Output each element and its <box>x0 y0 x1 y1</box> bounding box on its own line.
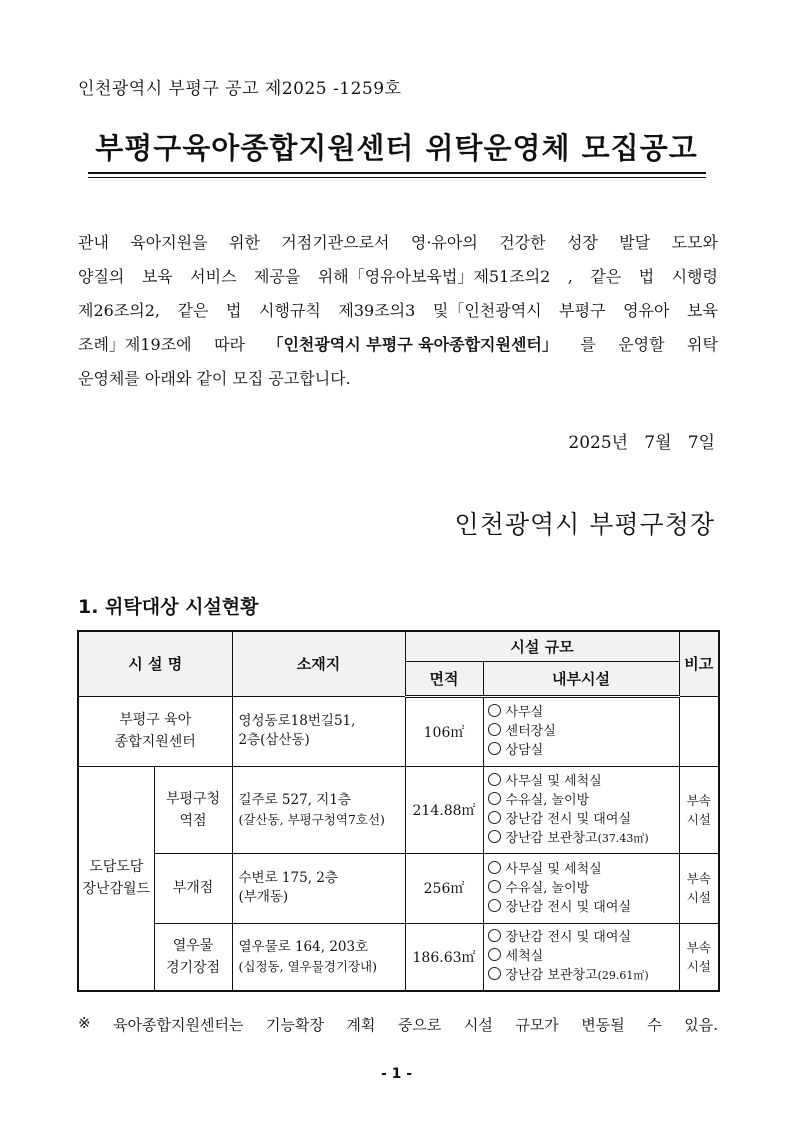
facility-location <box>232 766 405 853</box>
body-word: 법 <box>638 267 655 286</box>
header-note: 비고 <box>679 631 719 696</box>
circle-bullet-icon <box>488 830 501 843</box>
body-word: 영유아 <box>623 301 670 320</box>
body-word: 제공을 <box>253 267 301 286</box>
body-word: 발달 <box>619 233 651 252</box>
body-word: 위탁 <box>687 335 718 354</box>
header-inner-facilities: 내부시설 <box>483 661 679 696</box>
facility-note: 부속 시설 <box>679 923 719 991</box>
body-line-5: 운영체를 아래와 같이 모집 공고합니다. <box>78 369 351 388</box>
title-underline <box>88 172 706 174</box>
footnote-word: 육아종합지원센터는 <box>113 1016 244 1034</box>
circle-bullet-icon <box>488 899 501 912</box>
notice-number: 인천광역시 부평구 공고 제2025 -1259호 <box>78 79 402 99</box>
body-word: 영·유아의 <box>410 233 478 252</box>
list-item: 장난감 보관창고(29.61㎡) <box>488 966 679 985</box>
table-row <box>78 853 719 923</box>
body-line-4 <box>78 328 718 362</box>
branch-name-line: 경기장점 <box>165 959 221 976</box>
group-name-line: 도담도담 <box>89 859 144 876</box>
body-word: 따라 <box>214 335 245 354</box>
list-item: 세척실 <box>488 947 679 966</box>
location-line: 수변로 175, 2층 <box>238 870 338 886</box>
table-row <box>78 766 719 853</box>
body-line-3 <box>78 294 718 328</box>
footnote-word: 있음. <box>684 1016 718 1034</box>
facility-name-line: 부평구 육아 <box>119 712 192 728</box>
section-heading: 1. 위탁대상 시설현황 <box>78 596 259 618</box>
body-word: 관내 <box>78 233 109 252</box>
body-word: 보육 <box>141 267 173 286</box>
list-item: 장난감 전시 및 대여실 <box>488 810 679 829</box>
body-word: 같은 <box>590 267 622 286</box>
body-word: 법 <box>226 301 242 320</box>
body-word: 시행규칙 <box>259 301 321 320</box>
inner-facilities <box>483 696 679 766</box>
header-location: 소재지 <box>232 631 405 696</box>
circle-bullet-icon <box>488 861 501 874</box>
body-word: 건강한 <box>499 233 546 252</box>
body-word: 위해「영유아보육법」제51조의2 <box>317 267 551 286</box>
table-row <box>78 696 719 766</box>
body-word: 제39조의3 <box>338 301 416 320</box>
branch-name <box>154 923 232 991</box>
footnote <box>78 1014 718 1035</box>
facility-location <box>232 853 405 923</box>
facility-area: 256㎡ <box>405 853 483 923</box>
facility-name <box>78 696 232 766</box>
facility-note: 부속 시설 <box>679 853 719 923</box>
body-emphasis: 「인천광역시 부평구 육아종합지원센터」 <box>267 335 558 354</box>
circle-bullet-icon <box>488 929 501 942</box>
location-line: (부개동) <box>238 889 289 905</box>
list-item: 센터장실 <box>488 722 679 741</box>
footnote-word: ※ <box>78 1014 91 1032</box>
facility-area: 214.88㎡ <box>405 766 483 853</box>
body-word: 위한 <box>228 233 260 252</box>
group-name <box>78 766 154 991</box>
facility-location <box>232 696 405 766</box>
location-line: 길주로 527, 지1층 <box>238 791 351 808</box>
body-word: 서비스 <box>190 267 237 286</box>
body-word: 시행령 <box>671 267 718 286</box>
body-word: 성장 <box>566 233 598 252</box>
footnote-word: 규모가 <box>515 1016 559 1034</box>
circle-bullet-icon <box>488 704 501 717</box>
branch-name: 부개점 <box>154 853 232 923</box>
footnote-word: 기능확장 <box>265 1016 324 1034</box>
inner-facilities <box>483 766 679 853</box>
table-row <box>78 923 719 991</box>
facility-note <box>679 696 719 766</box>
circle-bullet-icon <box>488 723 501 736</box>
location-line: 영성동로18번길51, <box>238 713 356 729</box>
list-item: 상담실 <box>488 741 679 760</box>
location-line: 2층(삼산동) <box>238 732 310 748</box>
body-word: 도모와 <box>671 233 718 252</box>
body-word: 거점기관으로서 <box>281 233 390 252</box>
facility-table <box>77 630 720 992</box>
page-title: 부평구육아종합지원센터 위탁운영체 모집공고 <box>95 131 698 165</box>
header-facility-name: 시 설 명 <box>78 631 232 696</box>
circle-bullet-icon <box>488 967 501 980</box>
body-word: 를 <box>580 335 596 354</box>
title-underline-thin <box>88 177 706 178</box>
branch-name-line: 열우물 <box>172 937 214 954</box>
list-item: 사무실 <box>488 703 679 722</box>
inner-facilities <box>483 853 679 923</box>
list-item: 장난감 전시 및 대여실 <box>488 928 679 947</box>
branch-name-line: 역점 <box>179 812 207 829</box>
footnote-word: 중으로 <box>397 1016 442 1034</box>
group-name-line: 장난감월드 <box>82 881 151 898</box>
footnote-word: 변동될 <box>581 1016 625 1034</box>
circle-bullet-icon <box>488 811 501 824</box>
location-line: 열우물로 164, 203호 <box>238 938 369 955</box>
body-word: 같은 <box>177 301 209 320</box>
body-word: 부평구 <box>559 301 606 320</box>
branch-name-line: 부평구청 <box>165 790 221 807</box>
body-word: 양질의 <box>78 267 125 286</box>
body-word: 제26조의2, <box>78 301 160 320</box>
circle-bullet-icon <box>488 742 501 755</box>
body-word: 및「인천광역시 <box>432 301 542 320</box>
inner-facilities <box>483 923 679 991</box>
facility-name-line: 종합지원센터 <box>114 734 196 750</box>
list-item: 사무실 및 세척실 <box>488 860 679 879</box>
list-item: 수유실, 놀이방 <box>488 791 679 810</box>
circle-bullet-icon <box>488 948 501 961</box>
header-scale: 시설 규모 <box>405 631 679 661</box>
branch-name <box>154 766 232 853</box>
footnote-word: 수 <box>647 1016 662 1034</box>
list-item: 수유실, 놀이방 <box>488 879 679 898</box>
body-word: 조례」제19조에 <box>78 335 192 354</box>
page-number: - 1 - <box>380 1066 413 1082</box>
circle-bullet-icon <box>488 792 501 805</box>
body-word: 보육 <box>687 301 718 320</box>
list-item: 장난감 전시 및 대여실 <box>488 898 679 917</box>
facility-area: 106㎡ <box>405 696 483 766</box>
facility-location <box>232 923 405 991</box>
footnote-word: 시설 <box>463 1016 493 1034</box>
facility-area: 186.63㎡ <box>405 923 483 991</box>
list-item: 장난감 보관창고(37.43㎡) <box>488 829 679 848</box>
body-word: , <box>567 267 573 286</box>
body-word: 육아지원을 <box>130 233 208 252</box>
body-line-2 <box>78 260 718 294</box>
list-item: 사무실 및 세척실 <box>488 772 679 791</box>
body-word: 운영할 <box>618 335 665 354</box>
header-area: 면적 <box>405 661 483 696</box>
announcement-body <box>78 226 718 396</box>
announcement-date: 2025년 7월 7일 <box>568 433 715 453</box>
location-line: (갈산동, 부평구청역7호선) <box>238 811 385 827</box>
location-line: (십정동, 열우물경기장내) <box>238 958 377 974</box>
circle-bullet-icon <box>488 880 501 893</box>
footnote-word: 계획 <box>346 1016 376 1034</box>
facility-note: 부속 시설 <box>679 766 719 853</box>
body-line-1 <box>78 226 718 260</box>
signer-name: 인천광역시 부평구청장 <box>454 510 715 539</box>
circle-bullet-icon <box>488 773 501 786</box>
